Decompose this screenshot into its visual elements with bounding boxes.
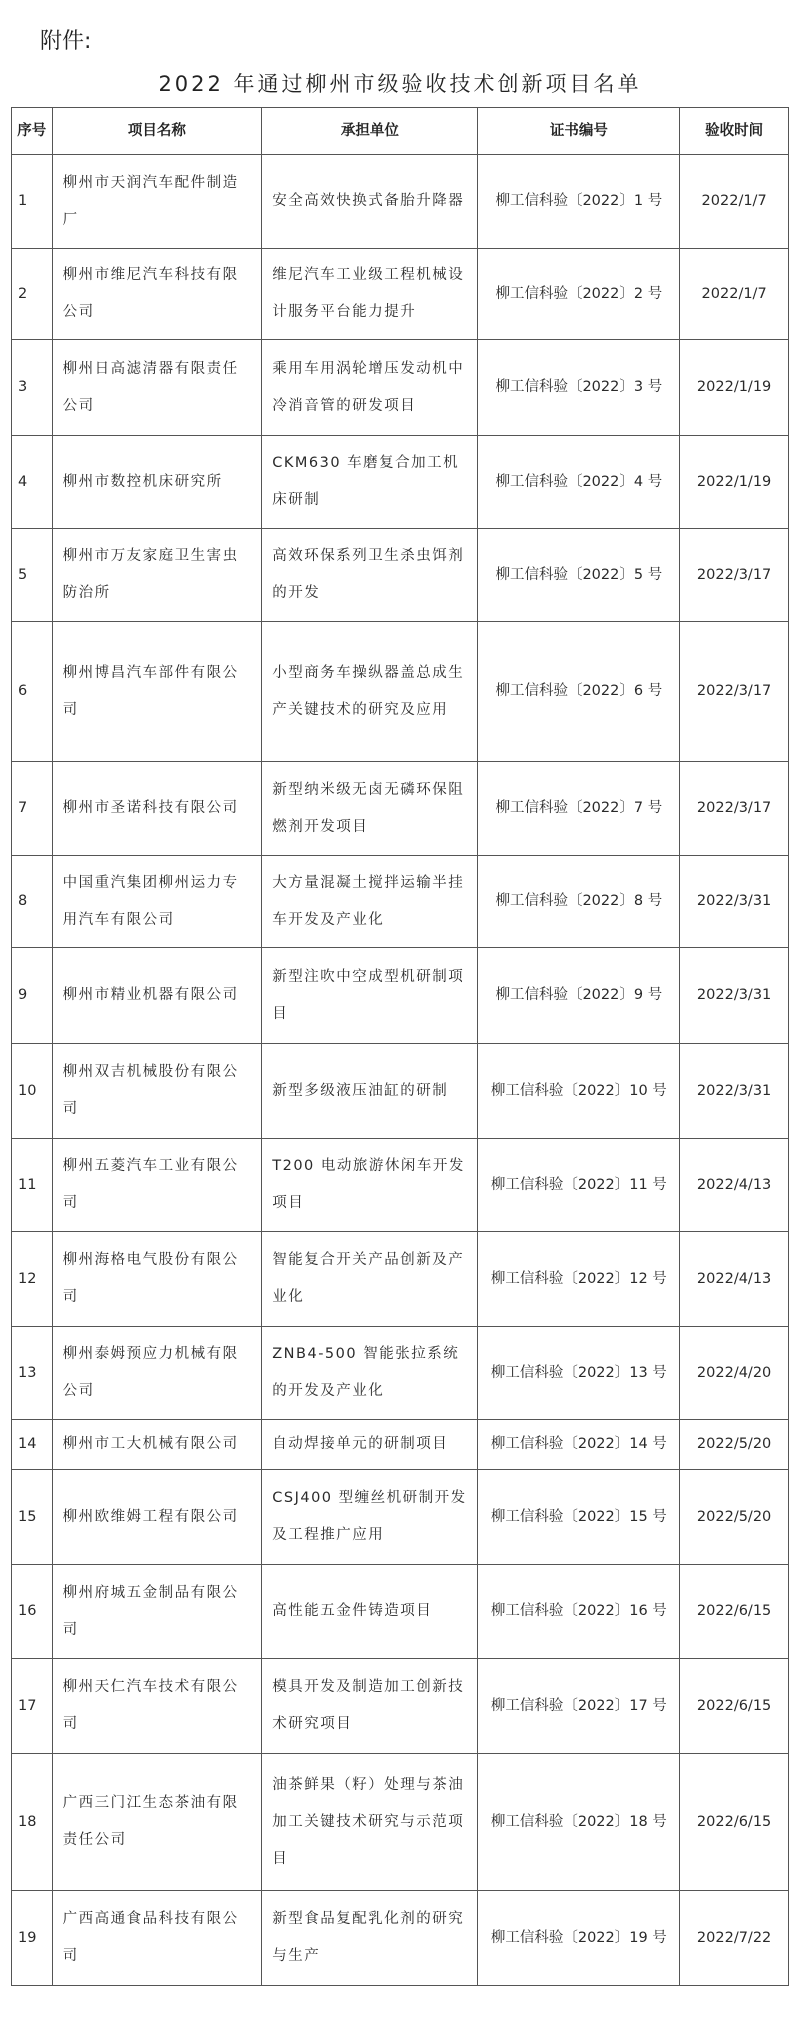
cell-num: 13	[12, 1327, 53, 1420]
cell-project: 柳州府城五金制品有限公司	[52, 1565, 262, 1659]
table-row	[12, 948, 789, 1044]
cell-date: 2022/5/20	[680, 1420, 789, 1470]
cell-unit: CSJ400 型缠丝机研制开发及工程推广应用	[262, 1470, 478, 1565]
table-row	[12, 1420, 789, 1470]
table-row	[12, 1754, 789, 1891]
cell-num: 19	[12, 1891, 53, 1986]
cell-unit: 模具开发及制造加工创新技术研究项目	[262, 1659, 478, 1754]
table-row	[12, 249, 789, 340]
cell-date: 2022/4/20	[680, 1327, 789, 1420]
cell-cert: 柳工信科验〔2022〕11 号	[478, 1139, 680, 1232]
cell-unit: 大方量混凝土搅拌运输半挂车开发及产业化	[262, 856, 478, 948]
table-row	[12, 340, 789, 436]
table-body	[12, 155, 789, 1986]
table-row	[12, 155, 789, 249]
cell-cert: 柳工信科验〔2022〕9 号	[478, 948, 680, 1044]
cell-date: 2022/3/31	[680, 1044, 789, 1139]
cell-cert: 柳工信科验〔2022〕18 号	[478, 1754, 680, 1891]
cell-cert: 柳工信科验〔2022〕5 号	[478, 529, 680, 622]
cell-unit: 安全高效快换式备胎升降器	[262, 155, 478, 249]
cell-unit: T200 电动旅游休闲车开发项目	[262, 1139, 478, 1232]
cell-unit: 新型食品复配乳化剂的研究与生产	[262, 1891, 478, 1986]
cell-date: 2022/1/19	[680, 340, 789, 436]
cell-num: 11	[12, 1139, 53, 1232]
cell-project: 广西三门江生态茶油有限责任公司	[52, 1754, 262, 1891]
cell-date: 2022/6/15	[680, 1565, 789, 1659]
cell-project: 柳州市精业机器有限公司	[52, 948, 262, 1044]
cell-date: 2022/3/31	[680, 856, 789, 948]
table-header-row	[12, 108, 789, 155]
cell-project: 柳州市万友家庭卫生害虫防治所	[52, 529, 262, 622]
cell-num: 18	[12, 1754, 53, 1891]
cell-project: 柳州海格电气股份有限公司	[52, 1232, 262, 1327]
table-row	[12, 1470, 789, 1565]
table-row	[12, 622, 789, 762]
cell-project: 柳州市天润汽车配件制造厂	[52, 155, 262, 249]
cell-date: 2022/1/7	[680, 249, 789, 340]
cell-cert: 柳工信科验〔2022〕2 号	[478, 249, 680, 340]
cell-unit: 高性能五金件铸造项目	[262, 1565, 478, 1659]
cell-unit: 维尼汽车工业级工程机械设计服务平台能力提升	[262, 249, 478, 340]
cell-cert: 柳工信科验〔2022〕7 号	[478, 762, 680, 856]
cell-num: 12	[12, 1232, 53, 1327]
cell-cert: 柳工信科验〔2022〕19 号	[478, 1891, 680, 1986]
cell-unit: CKM630 车磨复合加工机床研制	[262, 436, 478, 529]
cell-project: 柳州市工大机械有限公司	[52, 1420, 262, 1470]
cell-project: 柳州日高滤清器有限责任公司	[52, 340, 262, 436]
header-num: 序号	[12, 108, 53, 155]
cell-num: 9	[12, 948, 53, 1044]
cell-cert: 柳工信科验〔2022〕4 号	[478, 436, 680, 529]
cell-cert: 柳工信科验〔2022〕15 号	[478, 1470, 680, 1565]
cell-num: 16	[12, 1565, 53, 1659]
table-row	[12, 1139, 789, 1232]
cell-date: 2022/6/15	[680, 1754, 789, 1891]
cell-cert: 柳工信科验〔2022〕13 号	[478, 1327, 680, 1420]
cell-num: 5	[12, 529, 53, 622]
table-row	[12, 1044, 789, 1139]
project-table	[11, 107, 789, 1986]
cell-date: 2022/6/15	[680, 1659, 789, 1754]
cell-project: 柳州欧维姆工程有限公司	[52, 1470, 262, 1565]
cell-num: 7	[12, 762, 53, 856]
table-row	[12, 1232, 789, 1327]
cell-project: 柳州天仁汽车技术有限公司	[52, 1659, 262, 1754]
cell-num: 8	[12, 856, 53, 948]
attachment-label: 附件:	[40, 29, 92, 54]
cell-unit: 新型多级液压油缸的研制	[262, 1044, 478, 1139]
cell-cert: 柳工信科验〔2022〕3 号	[478, 340, 680, 436]
cell-date: 2022/3/31	[680, 948, 789, 1044]
cell-num: 10	[12, 1044, 53, 1139]
cell-num: 14	[12, 1420, 53, 1470]
header-project: 项目名称	[52, 108, 262, 155]
cell-date: 2022/4/13	[680, 1139, 789, 1232]
cell-unit: 小型商务车操纵器盖总成生产关键技术的研究及应用	[262, 622, 478, 762]
cell-date: 2022/3/17	[680, 622, 789, 762]
cell-cert: 柳工信科验〔2022〕8 号	[478, 856, 680, 948]
document-title: 2022 年通过柳州市级验收技术创新项目名单	[158, 72, 642, 96]
cell-unit: 乘用车用涡轮增压发动机中冷消音管的研发项目	[262, 340, 478, 436]
table-row	[12, 1327, 789, 1420]
table-row	[12, 762, 789, 856]
cell-project: 柳州双吉机械股份有限公司	[52, 1044, 262, 1139]
cell-date: 2022/3/17	[680, 529, 789, 622]
cell-project: 柳州市数控机床研究所	[52, 436, 262, 529]
cell-unit: 高效环保系列卫生杀虫饵剂的开发	[262, 529, 478, 622]
cell-unit: 油茶鲜果（籽）处理与茶油加工关键技术研究与示范项目	[262, 1754, 478, 1891]
header-date: 验收时间	[680, 108, 789, 155]
cell-num: 1	[12, 155, 53, 249]
cell-date: 2022/3/17	[680, 762, 789, 856]
cell-num: 2	[12, 249, 53, 340]
cell-num: 3	[12, 340, 53, 436]
cell-num: 15	[12, 1470, 53, 1565]
cell-cert: 柳工信科验〔2022〕17 号	[478, 1659, 680, 1754]
table-row	[12, 856, 789, 948]
cell-project: 柳州市圣诺科技有限公司	[52, 762, 262, 856]
table-row	[12, 1565, 789, 1659]
cell-num: 4	[12, 436, 53, 529]
cell-num: 17	[12, 1659, 53, 1754]
cell-unit: 智能复合开关产品创新及产业化	[262, 1232, 478, 1327]
cell-cert: 柳工信科验〔2022〕14 号	[478, 1420, 680, 1470]
cell-unit: 自动焊接单元的研制项目	[262, 1420, 478, 1470]
cell-num: 6	[12, 622, 53, 762]
header-unit: 承担单位	[262, 108, 478, 155]
cell-project: 柳州泰姆预应力机械有限公司	[52, 1327, 262, 1420]
cell-cert: 柳工信科验〔2022〕1 号	[478, 155, 680, 249]
cell-unit: 新型注吹中空成型机研制项目	[262, 948, 478, 1044]
cell-date: 2022/1/19	[680, 436, 789, 529]
cell-project: 柳州市维尼汽车科技有限公司	[52, 249, 262, 340]
cell-cert: 柳工信科验〔2022〕6 号	[478, 622, 680, 762]
cell-cert: 柳工信科验〔2022〕10 号	[478, 1044, 680, 1139]
cell-project: 广西高通食品科技有限公司	[52, 1891, 262, 1986]
cell-cert: 柳工信科验〔2022〕12 号	[478, 1232, 680, 1327]
cell-date: 2022/5/20	[680, 1470, 789, 1565]
cell-date: 2022/7/22	[680, 1891, 789, 1986]
table-row	[12, 436, 789, 529]
table-row	[12, 1891, 789, 1986]
cell-unit: ZNB4-500 智能张拉系统的开发及产业化	[262, 1327, 478, 1420]
cell-project: 柳州博昌汽车部件有限公司	[52, 622, 262, 762]
cell-date: 2022/4/13	[680, 1232, 789, 1327]
cell-project: 中国重汽集团柳州运力专用汽车有限公司	[52, 856, 262, 948]
cell-date: 2022/1/7	[680, 155, 789, 249]
table-row	[12, 529, 789, 622]
table-row	[12, 1659, 789, 1754]
cell-unit: 新型纳米级无卤无磷环保阻燃剂开发项目	[262, 762, 478, 856]
header-cert: 证书编号	[478, 108, 680, 155]
cell-cert: 柳工信科验〔2022〕16 号	[478, 1565, 680, 1659]
cell-project: 柳州五菱汽车工业有限公司	[52, 1139, 262, 1232]
